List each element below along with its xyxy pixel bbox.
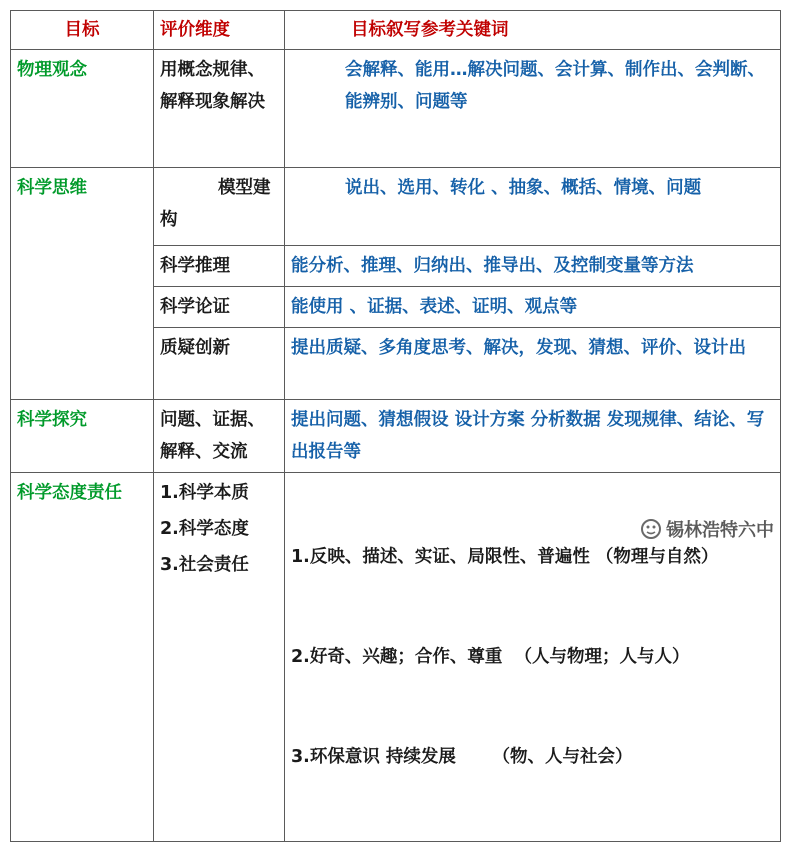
header-dimension: 评价维度 xyxy=(154,11,285,50)
dimension-cell: 用概念规律、解释现象解决 xyxy=(154,50,285,168)
table-row xyxy=(11,50,781,168)
dimension-cell: 质疑创新 xyxy=(154,328,285,400)
keywords-cell: 提出质疑、多角度思考、解决，发现、猜想、评价、设计出 xyxy=(285,328,781,400)
watermark-text: 锡林浩特六中 xyxy=(666,520,774,541)
keywords-cell: 提出问题、猜想假设 设计方案 分析数据 发现规律、结论、写出报告等 xyxy=(285,400,781,473)
table-row xyxy=(11,400,781,473)
table-header-row xyxy=(11,11,781,50)
evaluation-table xyxy=(10,10,781,842)
dimension-cell: 科学推理 xyxy=(154,246,285,287)
dimension-cell: 科学论证 xyxy=(154,287,285,328)
wechat-logo-icon xyxy=(640,518,662,540)
watermark xyxy=(636,514,778,544)
goal-cell: 科学态度责任 xyxy=(11,473,154,842)
dimension-item: 2.科学态度 xyxy=(160,519,249,539)
table-row xyxy=(11,168,781,246)
dimension-cell: 模型建构 xyxy=(154,168,285,246)
goal-cell: 物理观念 xyxy=(11,50,154,168)
keyword-item: 3.环保意识 持续发展 （物、人与社会） xyxy=(291,747,633,767)
dimension-cell xyxy=(154,473,285,842)
goal-cell: 科学探究 xyxy=(11,400,154,473)
dimension-item: 3.社会责任 xyxy=(160,555,249,575)
goal-cell: 科学思维 xyxy=(11,168,154,400)
keywords-cell: 说出、选用、转化 、抽象、概括、情境、问题 xyxy=(285,168,781,246)
keywords-cell: 能使用 、证据、表述、证明、观点等 xyxy=(285,287,781,328)
keyword-item: 1.反映、描述、实证、局限性、普遍性 （物理与自然） xyxy=(291,547,719,567)
keywords-cell: 能分析、推理、归纳出、推导出、及控制变量等方法 xyxy=(285,246,781,287)
keyword-item: 2.好奇、兴趣；合作、尊重 （人与物理；人与人） xyxy=(291,647,690,667)
keywords-cell: 会解释、能用…解决问题、会计算、制作出、会判断、能辨别、问题等 xyxy=(285,50,781,168)
header-goal: 目标 xyxy=(11,11,154,50)
header-keywords: 目标叙写参考关键词 xyxy=(285,11,781,50)
dimension-cell: 问题、证据、解释、交流 xyxy=(154,400,285,473)
dimension-item: 1.科学本质 xyxy=(160,483,249,503)
